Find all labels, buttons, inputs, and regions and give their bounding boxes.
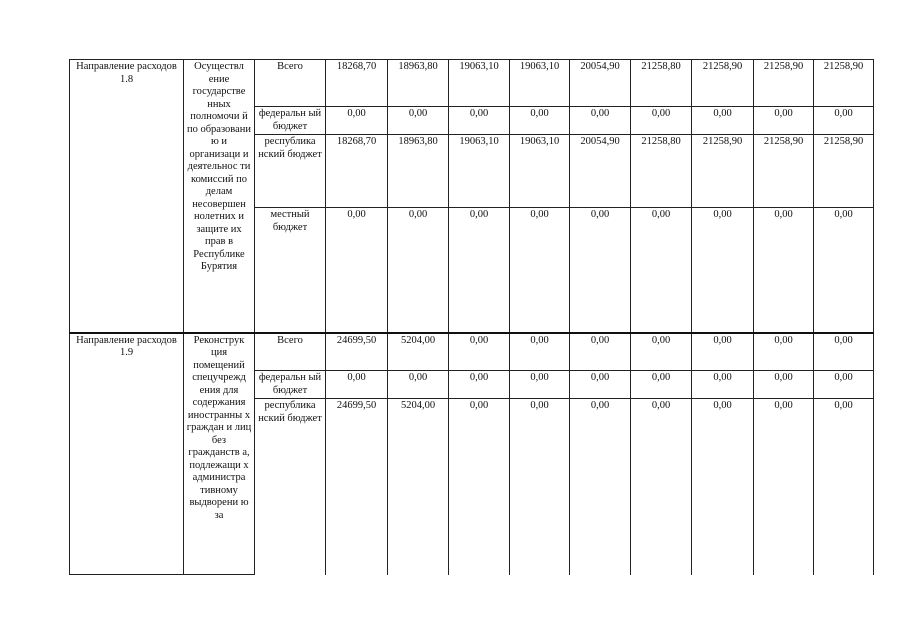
value-cell: 20054,90 — [570, 135, 631, 208]
value-cell: 0,00 — [692, 208, 754, 333]
value-cell: 0,00 — [631, 371, 692, 399]
value-cell: 0,00 — [510, 371, 570, 399]
value-cell: 0,00 — [510, 333, 570, 371]
value-cell: 0,00 — [631, 333, 692, 371]
value-cell: 0,00 — [326, 371, 388, 399]
value-cell: 19063,10 — [510, 60, 570, 107]
value-cell: 0,00 — [510, 208, 570, 333]
value-cell: 0,00 — [510, 107, 570, 135]
value-cell: 18963,80 — [388, 135, 449, 208]
value-cell: 0,00 — [754, 208, 814, 333]
value-cell: 21258,90 — [692, 135, 754, 208]
value-cell: 0,00 — [570, 399, 631, 575]
value-cell: 0,00 — [814, 333, 874, 371]
value-cell: 0,00 — [814, 371, 874, 399]
source-cell: федеральн ый бюджет — [255, 371, 326, 399]
value-cell: 0,00 — [570, 208, 631, 333]
value-cell: 21258,90 — [814, 60, 874, 107]
activity-cell: Реконструк ция помещений спецучрежд ения для содержания иностранны х граждан и лиц без гражданств а, подлежащи х администра тивному выдворени ю за — [184, 333, 255, 575]
activity-cell: Осуществл ение государстве нных полномочи й по образовани ю и организаци и деятельнос ти комиссий по делам несовершен нолетних и защите их прав в Республике Бурятия — [184, 60, 255, 333]
value-cell: 19063,10 — [449, 135, 510, 208]
value-cell: 21258,90 — [754, 135, 814, 208]
value-cell: 0,00 — [692, 333, 754, 371]
value-cell: 0,00 — [631, 208, 692, 333]
value-cell: 21258,90 — [814, 135, 874, 208]
value-cell: 0,00 — [326, 208, 388, 333]
value-cell: 20054,90 — [570, 60, 631, 107]
value-cell: 0,00 — [449, 333, 510, 371]
value-cell: 19063,10 — [510, 135, 570, 208]
value-cell: 21258,80 — [631, 135, 692, 208]
source-cell: Всего — [255, 60, 326, 107]
value-cell: 0,00 — [754, 107, 814, 135]
value-cell: 0,00 — [388, 107, 449, 135]
value-cell: 5204,00 — [388, 399, 449, 575]
direction-cell: Направление расходов 1.8 — [70, 60, 184, 333]
value-cell: 0,00 — [814, 399, 874, 575]
source-cell: Всего — [255, 333, 326, 371]
value-cell: 0,00 — [754, 399, 814, 575]
value-cell: 18963,80 — [388, 60, 449, 107]
value-cell: 0,00 — [388, 208, 449, 333]
value-cell: 0,00 — [814, 208, 874, 333]
table-row — [70, 60, 874, 107]
value-cell: 0,00 — [814, 107, 874, 135]
value-cell: 24699,50 — [326, 399, 388, 575]
value-cell: 0,00 — [449, 399, 510, 575]
value-cell: 0,00 — [326, 107, 388, 135]
value-cell: 5204,00 — [388, 333, 449, 371]
value-cell: 24699,50 — [326, 333, 388, 371]
value-cell: 21258,90 — [754, 60, 814, 107]
value-cell: 0,00 — [631, 399, 692, 575]
value-cell: 0,00 — [692, 399, 754, 575]
direction-cell: Направление расходов 1.9 — [70, 333, 184, 575]
value-cell: 21258,80 — [631, 60, 692, 107]
value-cell: 0,00 — [631, 107, 692, 135]
value-cell: 19063,10 — [449, 60, 510, 107]
source-cell: федеральн ый бюджет — [255, 107, 326, 135]
source-cell: республика нский бюджет — [255, 399, 326, 575]
value-cell: 0,00 — [570, 107, 631, 135]
value-cell: 0,00 — [510, 399, 570, 575]
value-cell: 0,00 — [449, 371, 510, 399]
value-cell: 0,00 — [570, 333, 631, 371]
value-cell: 0,00 — [388, 371, 449, 399]
value-cell: 0,00 — [692, 107, 754, 135]
table-row — [70, 333, 874, 371]
budget-table — [69, 59, 874, 575]
source-cell: республика нский бюджет — [255, 135, 326, 208]
value-cell: 0,00 — [754, 371, 814, 399]
value-cell: 0,00 — [570, 371, 631, 399]
value-cell: 0,00 — [754, 333, 814, 371]
value-cell: 0,00 — [449, 107, 510, 135]
value-cell: 0,00 — [692, 371, 754, 399]
source-cell: местный бюджет — [255, 208, 326, 333]
value-cell: 0,00 — [449, 208, 510, 333]
value-cell: 21258,90 — [692, 60, 754, 107]
value-cell: 18268,70 — [326, 135, 388, 208]
value-cell: 18268,70 — [326, 60, 388, 107]
